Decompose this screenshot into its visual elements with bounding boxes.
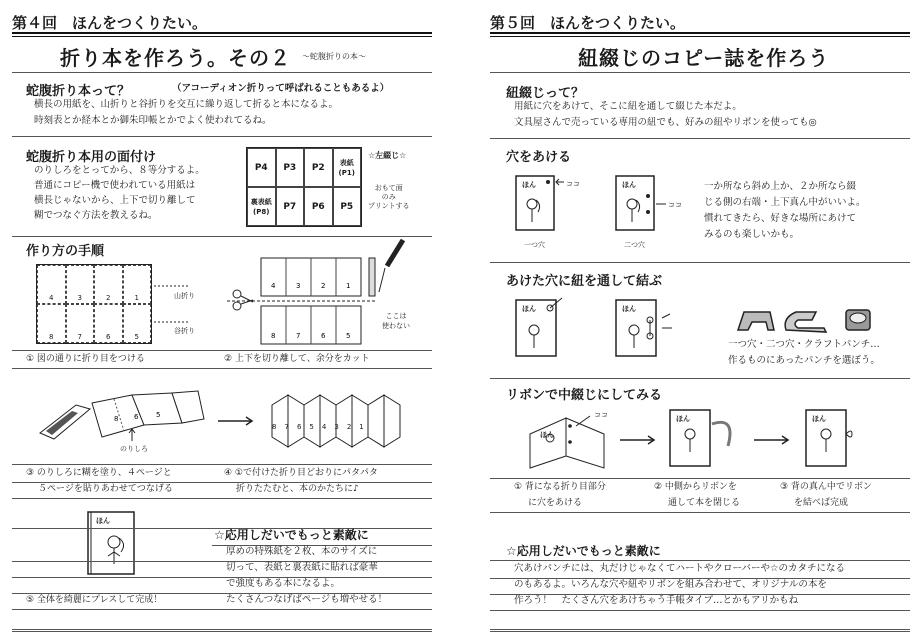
divider <box>490 262 910 263</box>
right-page <box>490 0 920 642</box>
divider <box>12 577 432 578</box>
page-number: 6 <box>296 423 302 431</box>
divider <box>490 138 910 139</box>
divider <box>12 350 432 351</box>
header-rule <box>490 36 910 37</box>
body-line: 普通にコピー機で使われている用紙は <box>34 180 196 191</box>
divider <box>490 610 910 611</box>
body-line: 作るものにあったパンチを選ぼう。 <box>728 355 880 366</box>
header-rule <box>12 32 432 34</box>
body-line: たくさんつなげばページも増やせる！ <box>226 594 388 605</box>
svg-text:4: 4 <box>271 282 276 290</box>
fold-cell: 7 <box>66 304 95 343</box>
fold-cell: 5 <box>123 304 152 343</box>
section-heading: 紐綴じって？ <box>506 86 585 101</box>
divider <box>12 236 432 237</box>
book-label: ほん <box>622 181 636 189</box>
svg-text:5: 5 <box>346 332 351 340</box>
divider <box>490 378 910 379</box>
grid-cell: P4 <box>247 148 276 187</box>
grid-cell: P2 <box>304 148 333 187</box>
svg-text:6: 6 <box>321 332 326 340</box>
divider <box>12 464 432 465</box>
left-page <box>12 0 442 642</box>
book-label: ほん <box>540 431 554 439</box>
page-number: 5 <box>309 423 314 431</box>
svg-text:6: 6 <box>134 413 139 421</box>
body-line: 用紙に穴をあけて、そこに紐を通して綴じた本だよ。 <box>514 101 742 112</box>
fold-cell: 6 <box>94 304 123 343</box>
page-number: 8 <box>272 423 277 431</box>
fold-cell: 3 <box>66 265 95 304</box>
print-note: おもて面 のみ プリントする <box>368 184 410 210</box>
grid-cell: 表紙 (P1) <box>333 148 362 187</box>
grid-cell: P7 <box>276 187 305 226</box>
section-heading: あけた穴に紐を通して結ぶ <box>506 274 663 289</box>
ribbon-illustrations <box>530 404 910 474</box>
step-caption: ５ページを貼りあわせてつなげる <box>38 484 173 494</box>
page-number: 1 <box>359 423 364 431</box>
valley-fold-label: 谷折り <box>174 327 195 335</box>
one-hole-label: 一つ穴 <box>524 241 545 249</box>
step-caption: ① 背になる折り目部分 <box>514 482 606 492</box>
section-heading: ☆応用しだいでもっと素敵に <box>506 544 661 558</box>
svg-text:8: 8 <box>114 415 119 423</box>
body-line: 穴あけパンチには、丸だけじゃなくてハートやクローバーや☆のカタチになる <box>514 563 846 574</box>
divider <box>12 136 432 137</box>
mountain-fold-label: 山折り <box>174 292 195 300</box>
section-heading: 穴をあける <box>506 150 572 165</box>
grid-cell: P5 <box>333 187 362 226</box>
body-line: 慣れてきたら、好きな場所にあけて <box>704 213 857 224</box>
divider <box>490 478 910 479</box>
imposition-grid <box>246 147 362 227</box>
step-caption: ⑤ 全体を綺麗にプレスして完成！ <box>26 595 163 605</box>
body-line: で強度もある本になるよ。 <box>226 578 341 589</box>
body-line: 文具屋さんで売っている専用の紐でも、好みの紐やリボンを使っても◎ <box>514 117 817 128</box>
svg-text:2: 2 <box>321 282 326 290</box>
book-label: ほん <box>622 305 636 313</box>
svg-text:1: 1 <box>346 282 351 290</box>
body-line: みるのも楽しいかも。 <box>704 229 800 240</box>
here-label: ココ <box>594 411 608 419</box>
divider <box>12 609 432 610</box>
left-title-sub: 〜蛇腹折りの本〜 <box>302 52 366 61</box>
step-caption: ③ のりしろに糊を塗り、４ページと <box>26 468 172 478</box>
here-label: ココ <box>566 180 580 188</box>
page-number: 2 <box>346 423 352 431</box>
body-line: 横長の用紙を、山折りと谷折りを交互に繰り返して折ると本になるよ。 <box>34 99 339 110</box>
step-caption: ④ ①で付けた折り目どおりにパタパタ <box>224 468 378 478</box>
glue-label: のりしろ <box>120 445 148 453</box>
here-label: ココ <box>668 201 682 209</box>
fold-diagram <box>36 264 152 344</box>
svg-text:5: 5 <box>156 411 161 419</box>
divider <box>12 498 432 499</box>
footer-rule <box>490 629 910 632</box>
header-rule <box>490 32 910 34</box>
fold-cell: 8 <box>37 304 66 343</box>
grid-cell: P3 <box>276 148 305 187</box>
step-caption: 通して本を閉じる <box>668 498 741 508</box>
step-caption: ② 上下を切り離して、余分をカット <box>224 354 370 364</box>
book-label: ほん <box>96 517 110 525</box>
book-label: ほん <box>676 415 690 423</box>
divider <box>490 512 910 513</box>
body-line: 糊でつなぐ方法を教えるね。 <box>34 210 158 221</box>
svg-text:8: 8 <box>271 332 276 340</box>
body-line: のりしろをとってから、８等分するよ。 <box>34 165 205 176</box>
svg-text:3: 3 <box>296 282 301 290</box>
step-caption: ② 中側からリボンを <box>654 482 737 492</box>
step-caption: 折りたたむと、本のかたちに♪ <box>236 484 359 494</box>
footer-rule <box>12 629 432 632</box>
body-line: 一か所なら斜め上か、２か所なら綴 <box>704 181 857 192</box>
section-heading: リボンで中綴じにしてみる <box>506 388 663 403</box>
body-line: 厚めの特殊紙を２枚、本のサイズに <box>226 546 378 557</box>
body-line: じる側の右端・上下真ん中がいいよ。 <box>704 197 866 208</box>
heading-note: （アコーディオン折りって呼ばれることもあるよ） <box>172 83 390 94</box>
body-line: のもあるよ。いろんな穴や紐やリボンを組み合わせて、オリジナルの本を <box>514 579 827 590</box>
step-caption: ① 図の通りに折り目をつける <box>26 354 145 364</box>
body-line: 時刻表とか経本とか御朱印帳とかでよく使われてるね。 <box>34 115 272 126</box>
book-label: ほん <box>522 305 536 313</box>
left-title: 折り本を作ろう。その２ <box>60 46 291 70</box>
page-number: 4 <box>321 423 327 431</box>
cut-diagram <box>227 258 427 358</box>
page-number: 3 <box>334 423 339 431</box>
accordion-numbers <box>272 423 364 431</box>
step-caption: ③ 背の真ん中でリボン <box>780 482 872 492</box>
fold-cell: 4 <box>37 265 66 304</box>
right-header: 第５回 ほんをつくりたい。 <box>490 14 686 32</box>
divider <box>490 72 910 73</box>
divider <box>12 72 432 73</box>
book-label: ほん <box>812 415 826 423</box>
section-heading: ☆応用しだいでもっと素敵に <box>214 528 369 542</box>
fold-cell: 1 <box>123 265 152 304</box>
grid-cell: P6 <box>304 187 333 226</box>
section-heading: 蛇腹折り本用の面付け <box>26 150 157 165</box>
body-line: 一つ穴・二つ穴・クラフトパンチ… <box>728 339 880 350</box>
left-header: 第４回 ほんをつくりたい。 <box>12 14 208 32</box>
two-hole-label: 二つ穴 <box>624 241 645 249</box>
fold-cell: 2 <box>94 265 123 304</box>
binding-note: ☆左綴じ☆ <box>368 151 407 160</box>
body-line: 切って、表紙と裏表紙に貼れば豪華 <box>226 562 378 573</box>
body-line: 作ろう！ たくさん穴をあけちゃう手帳タイプ…とかもアリかもね <box>514 595 799 606</box>
divider <box>12 368 432 369</box>
unused-label: ここは 使わない <box>382 312 410 330</box>
page-number: 7 <box>284 423 289 431</box>
section-heading: 作り方の手順 <box>26 244 105 259</box>
body-line: 横長じゃないから、上下で切り離して <box>34 195 196 206</box>
step-caption: に穴をあける <box>528 498 583 508</box>
glue-diagram <box>32 385 432 455</box>
divider <box>490 560 910 561</box>
svg-text:7: 7 <box>296 332 301 340</box>
right-title: 紐綴じのコピー誌を作ろう <box>578 46 830 70</box>
section-heading: 蛇腹折り本って？ <box>26 84 131 99</box>
grid-cell: 裏表紙 (P8) <box>247 187 276 226</box>
step-caption: を結べば完成 <box>794 498 849 508</box>
book-label: ほん <box>522 181 536 189</box>
header-rule <box>12 36 432 37</box>
